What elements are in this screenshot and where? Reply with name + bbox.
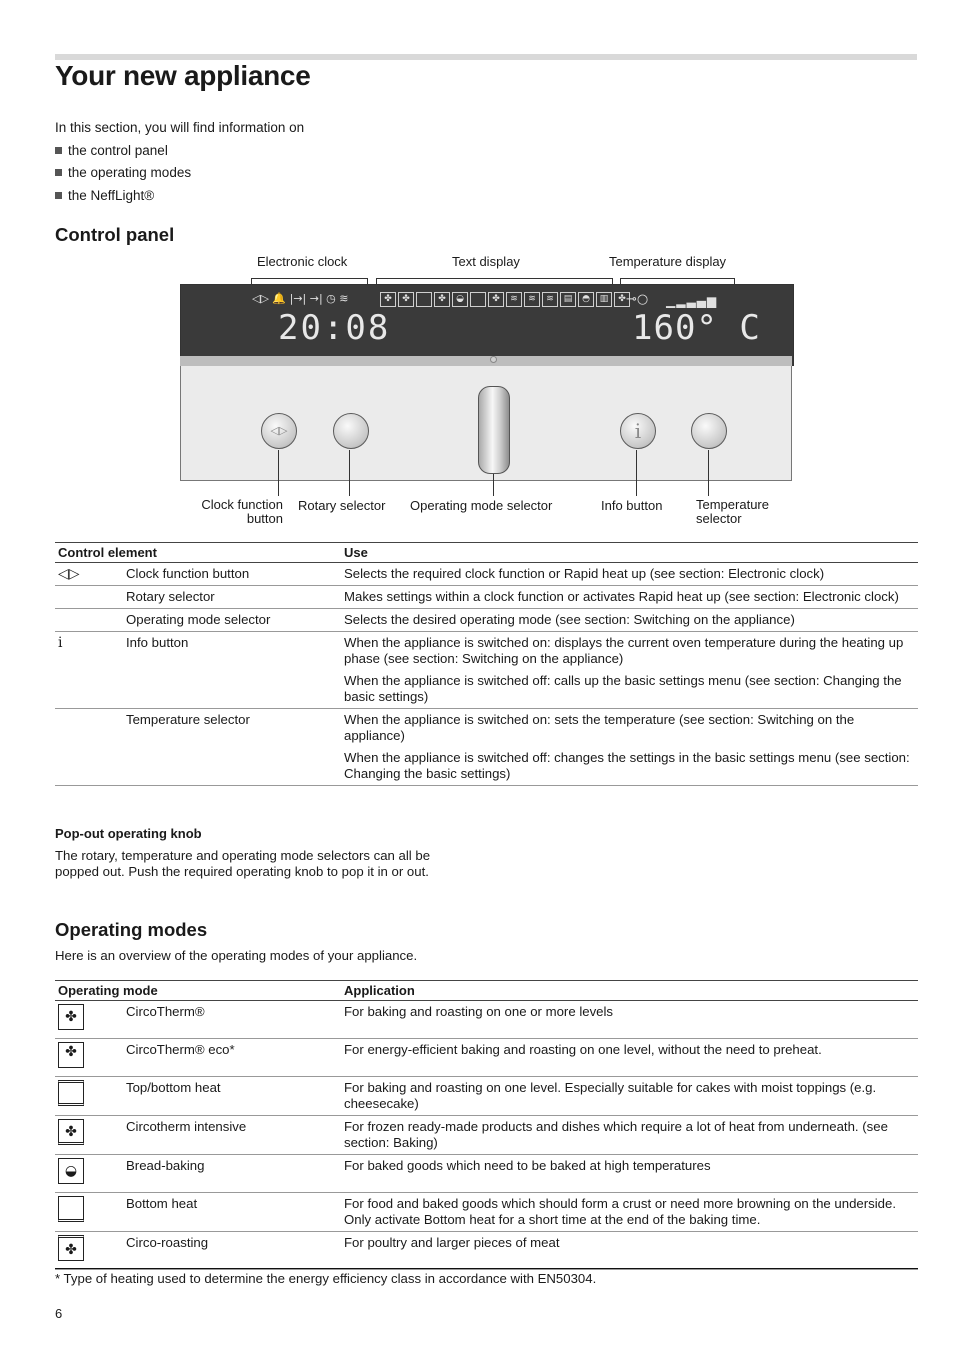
callout-line-clock [278,450,279,496]
use-paragraph: When the appliance is switched off: calls up the basic settings menu (see section: Changing the basic settings) [344,673,902,704]
top-bottom-heat-icon [58,1080,84,1106]
mode-cell: Top/bottom heat [123,1077,341,1116]
circo-roasting-icon: ✤ [58,1235,84,1261]
label-rotary-selector: Rotary selector [298,498,386,513]
mode-strip-icon: ✤ [380,292,396,307]
mode-icon-cell [55,1001,123,1039]
symbol-cell [55,586,123,609]
header-use: Use [341,543,918,563]
page-title: Your new appliance [55,60,311,91]
popout-text: The rotary, temperature and operating mode selectors can all be popped out. Push the required operating knob to pop it in or out. [55,848,431,879]
use-paragraph: When the appliance is switched on: displays the current oven temperature during the heating up phase (see section: Switching on the appliance) [344,635,904,666]
mode-cell: Circotherm intensive [123,1116,341,1155]
use-cell [341,709,918,786]
table-row [55,709,918,786]
application-cell: For frozen ready-made products and dishes which require a lot of heat from underneath. (see section: Baking) [341,1116,918,1155]
label-temperature-line2: selector [696,511,742,526]
operating-modes-table [55,980,918,1270]
clock-icons: ◁▷ 🔔 |→| →| ◷ ≋ [252,292,349,305]
use-paragraph: When the appliance is switched on: sets the temperature (see section: Switching on the appliance) [344,712,855,743]
element-cell: Clock function button [123,563,341,586]
label-clock-function-line1: Clock function [201,497,283,512]
intro-item-control-panel: the control panel [55,140,304,163]
callout-line-rotary [349,450,350,496]
application-cell: For baking and roasting on one or more levels [341,1001,918,1039]
header-operating-mode: Operating mode [55,981,341,1001]
panel-indicator-dot [490,356,497,363]
mode-strip-icon: ≋ [542,292,558,307]
intro-lead: In this section, you will find information on [55,120,305,135]
mode-strip-icon: ✤ [488,292,504,307]
callout-line-info [636,450,637,496]
element-cell: Info button [123,632,341,709]
table-row [55,1193,918,1232]
label-clock-function-line2: button [246,511,283,526]
table-header [55,543,918,563]
symbol-clock-function-icon: ◁▷ [55,563,123,586]
control-panel-figure [0,0,954,540]
element-cell: Rotary selector [123,586,341,609]
circotherm-intensive-icon: ✤ [58,1119,84,1145]
control-panel-heading: Control panel [55,224,175,245]
mode-cell: CircoTherm® [123,1001,341,1039]
label-text-display: Text display [452,254,520,269]
table-row [55,1155,918,1193]
symbol-cell [55,609,123,632]
table-row [55,563,918,586]
popout-heading: Pop-out operating knob [55,826,202,841]
clock-readout: 20:08 [278,308,391,348]
table-header [55,981,918,1001]
intro-item-nefflight: the NeffLight® [55,185,304,208]
info-icon: i [634,419,642,443]
header-application: Application [341,981,918,1001]
bottom-heat-icon [58,1196,84,1222]
mode-icon-cell [55,1155,123,1193]
table-row [55,1116,918,1155]
application-cell: For poultry and larger pieces of meat [341,1232,918,1270]
label-info-button: Info button [601,498,663,513]
label-electronic-clock: Electronic clock [257,254,348,269]
mode-icon-cell [55,1232,123,1270]
application-cell: For food and baked goods which should form a crust or need more browning on the underside. Only activate Bottom heat for a short time at the end of the baking time. [341,1193,918,1232]
header-control-element: Control element [55,543,341,563]
temperature-selector[interactable] [691,413,727,449]
clock-function-button[interactable] [261,413,297,449]
use-cell [341,632,918,709]
mode-strip-icon: ◓ [578,292,594,307]
mode-strip-icon: ≋ [506,292,522,307]
use-cell: Makes settings within a clock function or activates Rapid heat up (see section: Electronic clock) [341,586,918,609]
operating-modes-intro: Here is an overview of the operating modes of your appliance. [55,948,418,963]
table-row [55,609,918,632]
key-icon: ⊸○ [626,292,649,307]
label-temperature-selector [696,498,769,526]
mode-strip-icon [470,292,486,307]
mode-icon-cell [55,1039,123,1077]
mode-icon-cell [55,1077,123,1116]
page-number: 6 [55,1306,63,1321]
element-cell: Temperature selector [123,709,341,786]
mode-cell: Bread-baking [123,1155,341,1193]
application-cell: For baking and roasting on one level. Especially suitable for cakes with moist toppings (e.g. cheesecake) [341,1077,918,1116]
callout-line-mode [493,474,494,496]
mode-cell: Bottom heat [123,1193,341,1232]
table-row [55,632,918,709]
mode-strip-icon: ≋ [524,292,540,307]
rotary-selector[interactable] [333,413,369,449]
mode-strip-icon: ▤ [560,292,576,307]
footnote: * Type of heating used to determine the energy efficiency class in accordance with EN50304. [55,1268,918,1286]
heat-level-bars-icon: ▁▂▃▄▆ [666,294,718,308]
table-row [55,1039,918,1077]
table-row [55,1077,918,1116]
application-cell: For baked goods which need to be baked at high temperatures [341,1155,918,1193]
mode-icon-cell [55,1116,123,1155]
element-cell: Operating mode selector [123,609,341,632]
label-clock-function-button [189,498,283,526]
symbol-cell [55,709,123,786]
bread-baking-icon: ◒ [58,1158,84,1184]
mode-icon-cell [55,1193,123,1232]
operating-modes-heading: Operating modes [55,919,208,940]
table-row [55,1232,918,1270]
table-row [55,586,918,609]
intro-item-operating-modes: the operating modes [55,162,304,185]
mode-strip-icon [416,292,432,307]
mode-strip-icon: ✤ [434,292,450,307]
mode-cell: Circo-roasting [123,1232,341,1270]
table-row [55,1001,918,1039]
use-cell: Selects the required clock function or Rapid heat up (see section: Electronic clock) [341,563,918,586]
mode-strip-icon: ✤ [398,292,414,307]
symbol-info-icon: i [55,632,123,709]
circotherm-fan-icon: ✤ [58,1004,84,1030]
mode-cell: CircoTherm® eco* [123,1039,341,1077]
label-temperature-line1: Temperature [696,497,769,512]
temperature-readout: 160° C [632,308,761,348]
circotherm-eco-icon: ✤ [58,1042,84,1068]
info-button[interactable] [620,413,656,449]
mode-icons-strip [380,292,632,307]
label-temperature-display: Temperature display [609,254,727,269]
operating-mode-selector[interactable] [478,386,510,474]
control-element-table [55,542,918,786]
use-paragraph: When the appliance is switched off: changes the settings in the basic settings menu (see section: Changing the basic settings) [344,750,910,781]
callout-line-temperature [708,450,709,496]
mode-strip-icon: ✤ [614,292,630,307]
mode-strip-icon: ▥ [596,292,612,307]
use-cell: Selects the desired operating mode (see section: Switching on the appliance) [341,609,918,632]
label-operating-mode-selector: Operating mode selector [410,498,553,513]
clock-function-icon: ◁▷ [270,425,288,437]
application-cell: For energy-efficient baking and roasting on one level, without the need to preheat. [341,1039,918,1077]
mode-strip-icon: ◒ [452,292,468,307]
